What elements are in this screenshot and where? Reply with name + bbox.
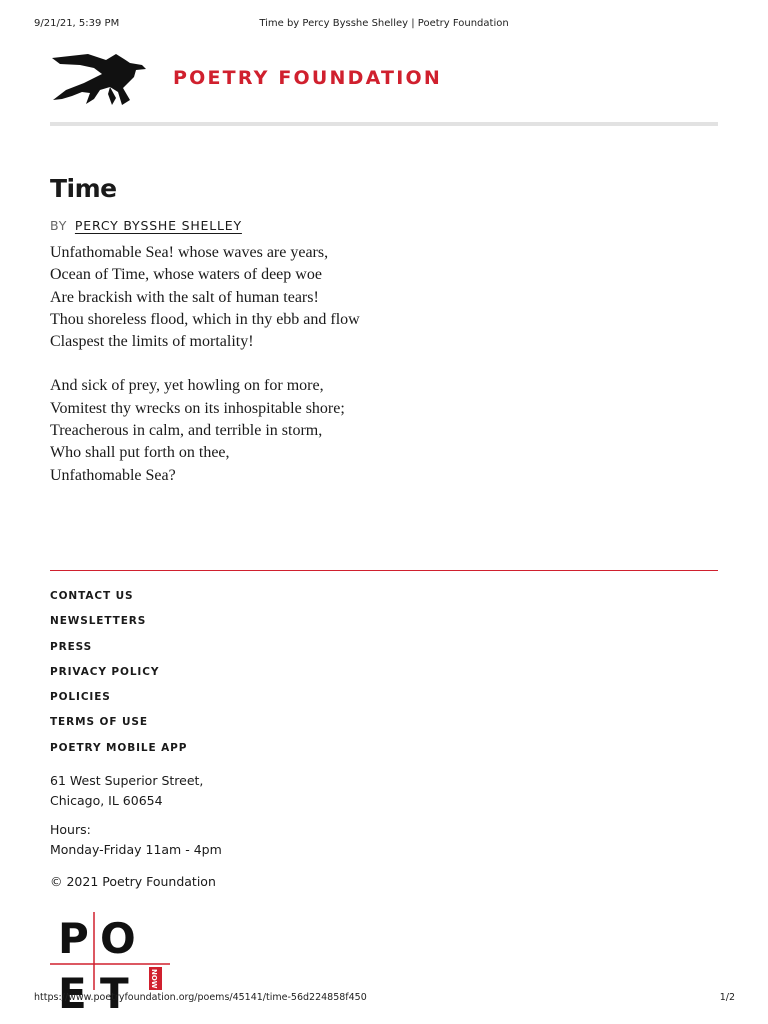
hours-value: Monday-Friday 11am - 4pm bbox=[50, 841, 222, 857]
poem-title: Time bbox=[50, 174, 117, 203]
stanza bbox=[50, 242, 650, 353]
author-link[interactable]: PERCY BYSSHE SHELLEY bbox=[74, 218, 242, 233]
footer-link-privacy-policy[interactable]: PRIVACY POLICY bbox=[50, 665, 160, 678]
byline bbox=[50, 218, 242, 233]
poem-body bbox=[50, 242, 650, 487]
poet-letter-e: E bbox=[58, 969, 87, 1018]
site-header bbox=[50, 50, 718, 110]
footer-hours bbox=[50, 820, 222, 859]
footer-address bbox=[50, 771, 203, 810]
print-footer bbox=[0, 992, 768, 1006]
footer-link-terms-of-use[interactable]: TERMS OF USE bbox=[50, 716, 148, 729]
print-date: 9/21/21, 5:39 PM bbox=[34, 18, 120, 29]
poem-line: Thou shoreless flood, which in thy ebb and flow bbox=[50, 310, 360, 328]
poem-line: Ocean of Time, whose waters of deep woe bbox=[50, 266, 322, 284]
address-line: 61 West Superior Street, bbox=[50, 773, 204, 788]
brand-name[interactable]: POETRY FOUNDATION bbox=[173, 67, 442, 89]
footer-link-poetry-mobile-app[interactable]: POETRY MOBILE APP bbox=[50, 741, 188, 754]
footer-link-press[interactable]: PRESS bbox=[50, 640, 93, 653]
poem-line: Are brackish with the salt of human tears! bbox=[50, 288, 319, 306]
print-page-title: Time by Percy Bysshe Shelley | Poetry Foundation bbox=[259, 18, 509, 29]
poem-line: Unfathomable Sea? bbox=[50, 466, 176, 484]
print-url: https://www.poetryfoundation.org/poems/45141/time-56d224858f450 bbox=[34, 992, 367, 1003]
copyright: © 2021 Poetry Foundation bbox=[50, 874, 216, 889]
address-line: Chicago, IL 60654 bbox=[50, 792, 163, 808]
poetry-now-logo-icon[interactable] bbox=[50, 912, 170, 1018]
poem-line: And sick of prey, yet howling on for more, bbox=[50, 377, 324, 395]
bird-logo-icon[interactable] bbox=[50, 50, 148, 108]
poet-letter-o: O bbox=[100, 914, 136, 963]
poet-letter-t: T bbox=[100, 969, 129, 1018]
footer-link-contact-us[interactable]: CONTACT US bbox=[50, 590, 134, 602]
poem-line: Vomitest thy wrecks on its inhospitable shore; bbox=[50, 399, 345, 417]
stanza bbox=[50, 375, 650, 486]
footer-links bbox=[50, 590, 187, 767]
footer-divider bbox=[50, 570, 718, 571]
by-label: BY bbox=[50, 218, 68, 233]
hours-label: Hours: bbox=[50, 822, 91, 837]
footer-link-policies[interactable]: POLICIES bbox=[50, 691, 111, 704]
print-header bbox=[0, 18, 768, 32]
footer-link-newsletters[interactable]: NEWSLETTERS bbox=[50, 615, 147, 628]
poem-line: Who shall put forth on thee, bbox=[50, 444, 230, 462]
poet-now-label: NOW bbox=[150, 969, 158, 989]
poem-line: Claspest the limits of mortality! bbox=[50, 333, 254, 351]
print-page-number: 1/2 bbox=[719, 992, 735, 1003]
poem-line: Unfathomable Sea! whose waves are years, bbox=[50, 244, 329, 261]
poet-letter-p: P bbox=[58, 914, 89, 963]
poem-line: Treacherous in calm, and terrible in storm, bbox=[50, 422, 323, 440]
header-divider bbox=[50, 122, 718, 126]
